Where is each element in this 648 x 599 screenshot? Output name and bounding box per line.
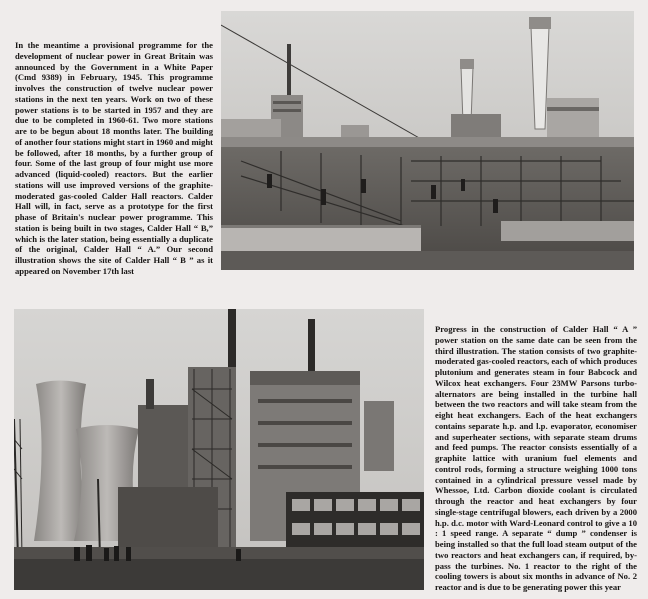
article-paragraph-2: Progress in the construction of Calder Hall “ A ” power station on the same date can be seen from the third illustration. The station consists of two graphite-moderated gas-cooled reactors, each of which produces plutonium and generates steam in four Babcock and Wilcox heat exchangers. Four 23MW Parsons turbo-alternators are being installed in the turbine hall between the two reactors and will take steam from the eight heat exchangers. Each of the heat exchangers contains separate h.p. and l.p. evaporator, economiser and superheater sections, with separate steam drums and feed pumps. The reactor consists essentially of a graphite lattice with uranium fuel elements and control rods, forming a structure weighing 1000 tons contained in a cylindrical pressure vessel made by Whessoe, Ltd. Carbon dioxide coolant is circulated through the reactor and heat exchangers by four single-stage centrifugal blowers, each driven by a 2000 h.p. d.c. motor with Ward-Leonard control to give a 10 : 1 speed range. A separate “ dump ” condenser is being installed so that the full load steam output of the two reactors and heat exchangers can, if required, by-pass the turbines. No. 1 reactor to the right of the cooling towers is about six months in advance of No. 2 reactor and is due to be generating power this year: [435, 324, 637, 592]
article-paragraph-1: In the meantime a provisional programme for the development of nuclear power in Great Britain was announced by the Government in a White Paper (Cmd 9389) in February, 1945. This programme involves the construction of twelve nuclear power stations in the next ten years. Work on two of these power stations is to be started in 1957 and they are due to be completed in 1960-61. Two more stations are to be begun about 18 months later. The building of another four stations might start in 1960 and might be followed, after 18 months, by a further group of four. Some of the last group of four might use more advanced (liquid-cooled) reactors. But the earlier stations will use improved versions of the graphite-moderated gas-cooled Calder Hall reactors. Calder Hall will, in fact, serve as a prototype for the first phase of Britain's nuclear power programme. This station is being built in two stages, Calder Hall “ B,” which is the later station, being essentially a duplicate of the original, Calder Hall “ A.” Our second illustration shows the site of Calder Hall “ B ” as it appeared on November 17th last: [15, 40, 213, 276]
photo-calder-hall-a-construction: [14, 309, 424, 590]
photo-calder-hall-b-site: [221, 11, 634, 270]
